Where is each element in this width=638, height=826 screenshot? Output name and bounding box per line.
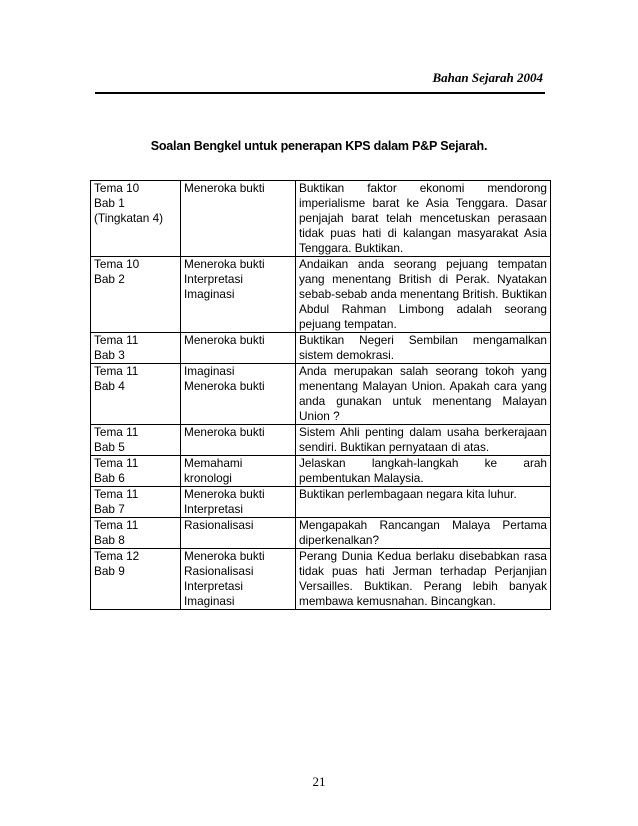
kps-cell xyxy=(181,549,296,610)
tema-bab-cell xyxy=(91,333,181,364)
tema-bab-line: Tema 12 xyxy=(94,549,140,563)
tema-bab-line: Tema 10 xyxy=(94,257,140,271)
tema-bab-line: Tema 11 xyxy=(94,333,139,347)
table-row xyxy=(91,425,551,456)
tema-bab-line: Bab 4 xyxy=(94,379,125,393)
table-row xyxy=(91,456,551,487)
kps-skill: Interpretasi xyxy=(184,502,244,516)
table-row xyxy=(91,257,551,333)
tema-bab-cell xyxy=(91,257,181,333)
kps-skill: Meneroka bukti xyxy=(184,257,265,271)
kps-skill: Imaginasi xyxy=(184,364,235,378)
kps-cell xyxy=(181,364,296,425)
table-row xyxy=(91,333,551,364)
tema-bab-line: Bab 8 xyxy=(94,533,125,547)
tema-bab-cell xyxy=(91,425,181,456)
kps-skill: Memahami xyxy=(184,456,243,470)
kps-cell xyxy=(181,333,296,364)
tema-bab-line: Tema 10 xyxy=(94,181,140,195)
tema-bab-line: Bab 2 xyxy=(94,272,125,286)
tema-bab-cell xyxy=(91,518,181,549)
table-row xyxy=(91,364,551,425)
tema-bab-cell xyxy=(91,181,181,257)
table-row xyxy=(91,549,551,610)
tema-bab-line: Tema 11 xyxy=(94,518,139,532)
question-cell: Buktikan faktor ekonomi mendorong imperialisme barat ke Asia Tenggara. Dasar penjajah barat telah mencetuskan perasaan tidak puas hati di kalangan masyarakat Asia Tenggara. Buktikan. xyxy=(296,181,551,257)
question-cell: Sistem Ahli penting dalam usaha berkerajaan sendiri. Buktikan pernyataan di atas. xyxy=(296,425,551,456)
question-cell: Perang Dunia Kedua berlaku disebabkan rasa tidak puas hati Jerman terhadap Perjanjian Versailles. Buktikan. Perang lebih banyak membawa kemusnahan. Bincangkan. xyxy=(296,549,551,610)
running-header: Bahan Sejarah 2004 xyxy=(432,70,543,85)
tema-bab-cell xyxy=(91,487,181,518)
tema-bab-cell xyxy=(91,456,181,487)
kps-table-body xyxy=(91,181,551,610)
tema-bab-line: Bab 5 xyxy=(94,440,125,454)
kps-cell xyxy=(181,181,296,257)
question-cell: Buktikan perlembagaan negara kita luhur. xyxy=(296,487,551,518)
question-cell: Anda merupakan salah seorang tokoh yang menentang Malayan Union. Apakah cara yang anda gunakan untuk menentang Malayan Union ? xyxy=(296,364,551,425)
tema-bab-line: Bab 9 xyxy=(94,564,125,578)
question-cell: Jelaskan langkah-langkah ke arah pembentukan Malaysia. xyxy=(296,456,551,487)
kps-question-table xyxy=(90,180,551,610)
document-title: Soalan Bengkel untuk penerapan KPS dalam P&P Sejarah. xyxy=(150,139,488,153)
question-cell: Buktikan Negeri Sembilan mengamalkan sistem demokrasi. xyxy=(296,333,551,364)
kps-cell xyxy=(181,425,296,456)
kps-skill: Meneroka bukti xyxy=(184,487,265,501)
kps-skill: Interpretasi xyxy=(184,272,244,286)
tema-bab-line: Tema 11 xyxy=(94,487,139,501)
table-row xyxy=(91,487,551,518)
tema-bab-cell xyxy=(91,364,181,425)
question-cell: Andaikan anda seorang pejuang tempatan yang menentang British di Perak. Nyatakan sebab-sebab anda menentang British. Buktikan Abdul Rahman Limbong adalah seorang pejuang tempatan. xyxy=(296,257,551,333)
kps-skill: Imaginasi xyxy=(184,594,235,608)
kps-cell xyxy=(181,257,296,333)
kps-skill: Rasionalisasi xyxy=(184,518,254,532)
header-rule xyxy=(95,92,545,94)
tema-bab-line: Bab 6 xyxy=(94,471,125,485)
tema-bab-line: Bab 3 xyxy=(94,348,125,362)
kps-skill: Imaginasi xyxy=(184,287,235,301)
kps-skill: Meneroka bukti xyxy=(184,181,265,195)
tema-bab-line: Tema 11 xyxy=(94,456,139,470)
tema-bab-line: Tema 11 xyxy=(94,364,139,378)
tema-bab-cell xyxy=(91,549,181,610)
kps-skill: Rasionalisasi xyxy=(184,564,254,578)
page-number: 21 xyxy=(312,774,326,789)
tema-bab-line: Bab 7 xyxy=(94,502,125,516)
kps-skill: Meneroka bukti xyxy=(184,379,265,393)
kps-skill: Interpretasi xyxy=(184,579,244,593)
tema-bab-line: (Tingkatan 4) xyxy=(94,211,164,225)
kps-cell xyxy=(181,487,296,518)
kps-skill: Meneroka bukti xyxy=(184,549,265,563)
question-cell: Mengapakah Rancangan Malaya Pertama diperkenalkan? xyxy=(296,518,551,549)
kps-cell xyxy=(181,456,296,487)
tema-bab-line: Tema 11 xyxy=(94,425,139,439)
table-row xyxy=(91,181,551,257)
kps-skill: Meneroka bukti xyxy=(184,425,265,439)
kps-cell xyxy=(181,518,296,549)
tema-bab-line: Bab 1 xyxy=(94,196,125,210)
kps-skill: Meneroka bukti xyxy=(184,333,265,347)
kps-skill: kronologi xyxy=(184,471,232,485)
table-row xyxy=(91,518,551,549)
